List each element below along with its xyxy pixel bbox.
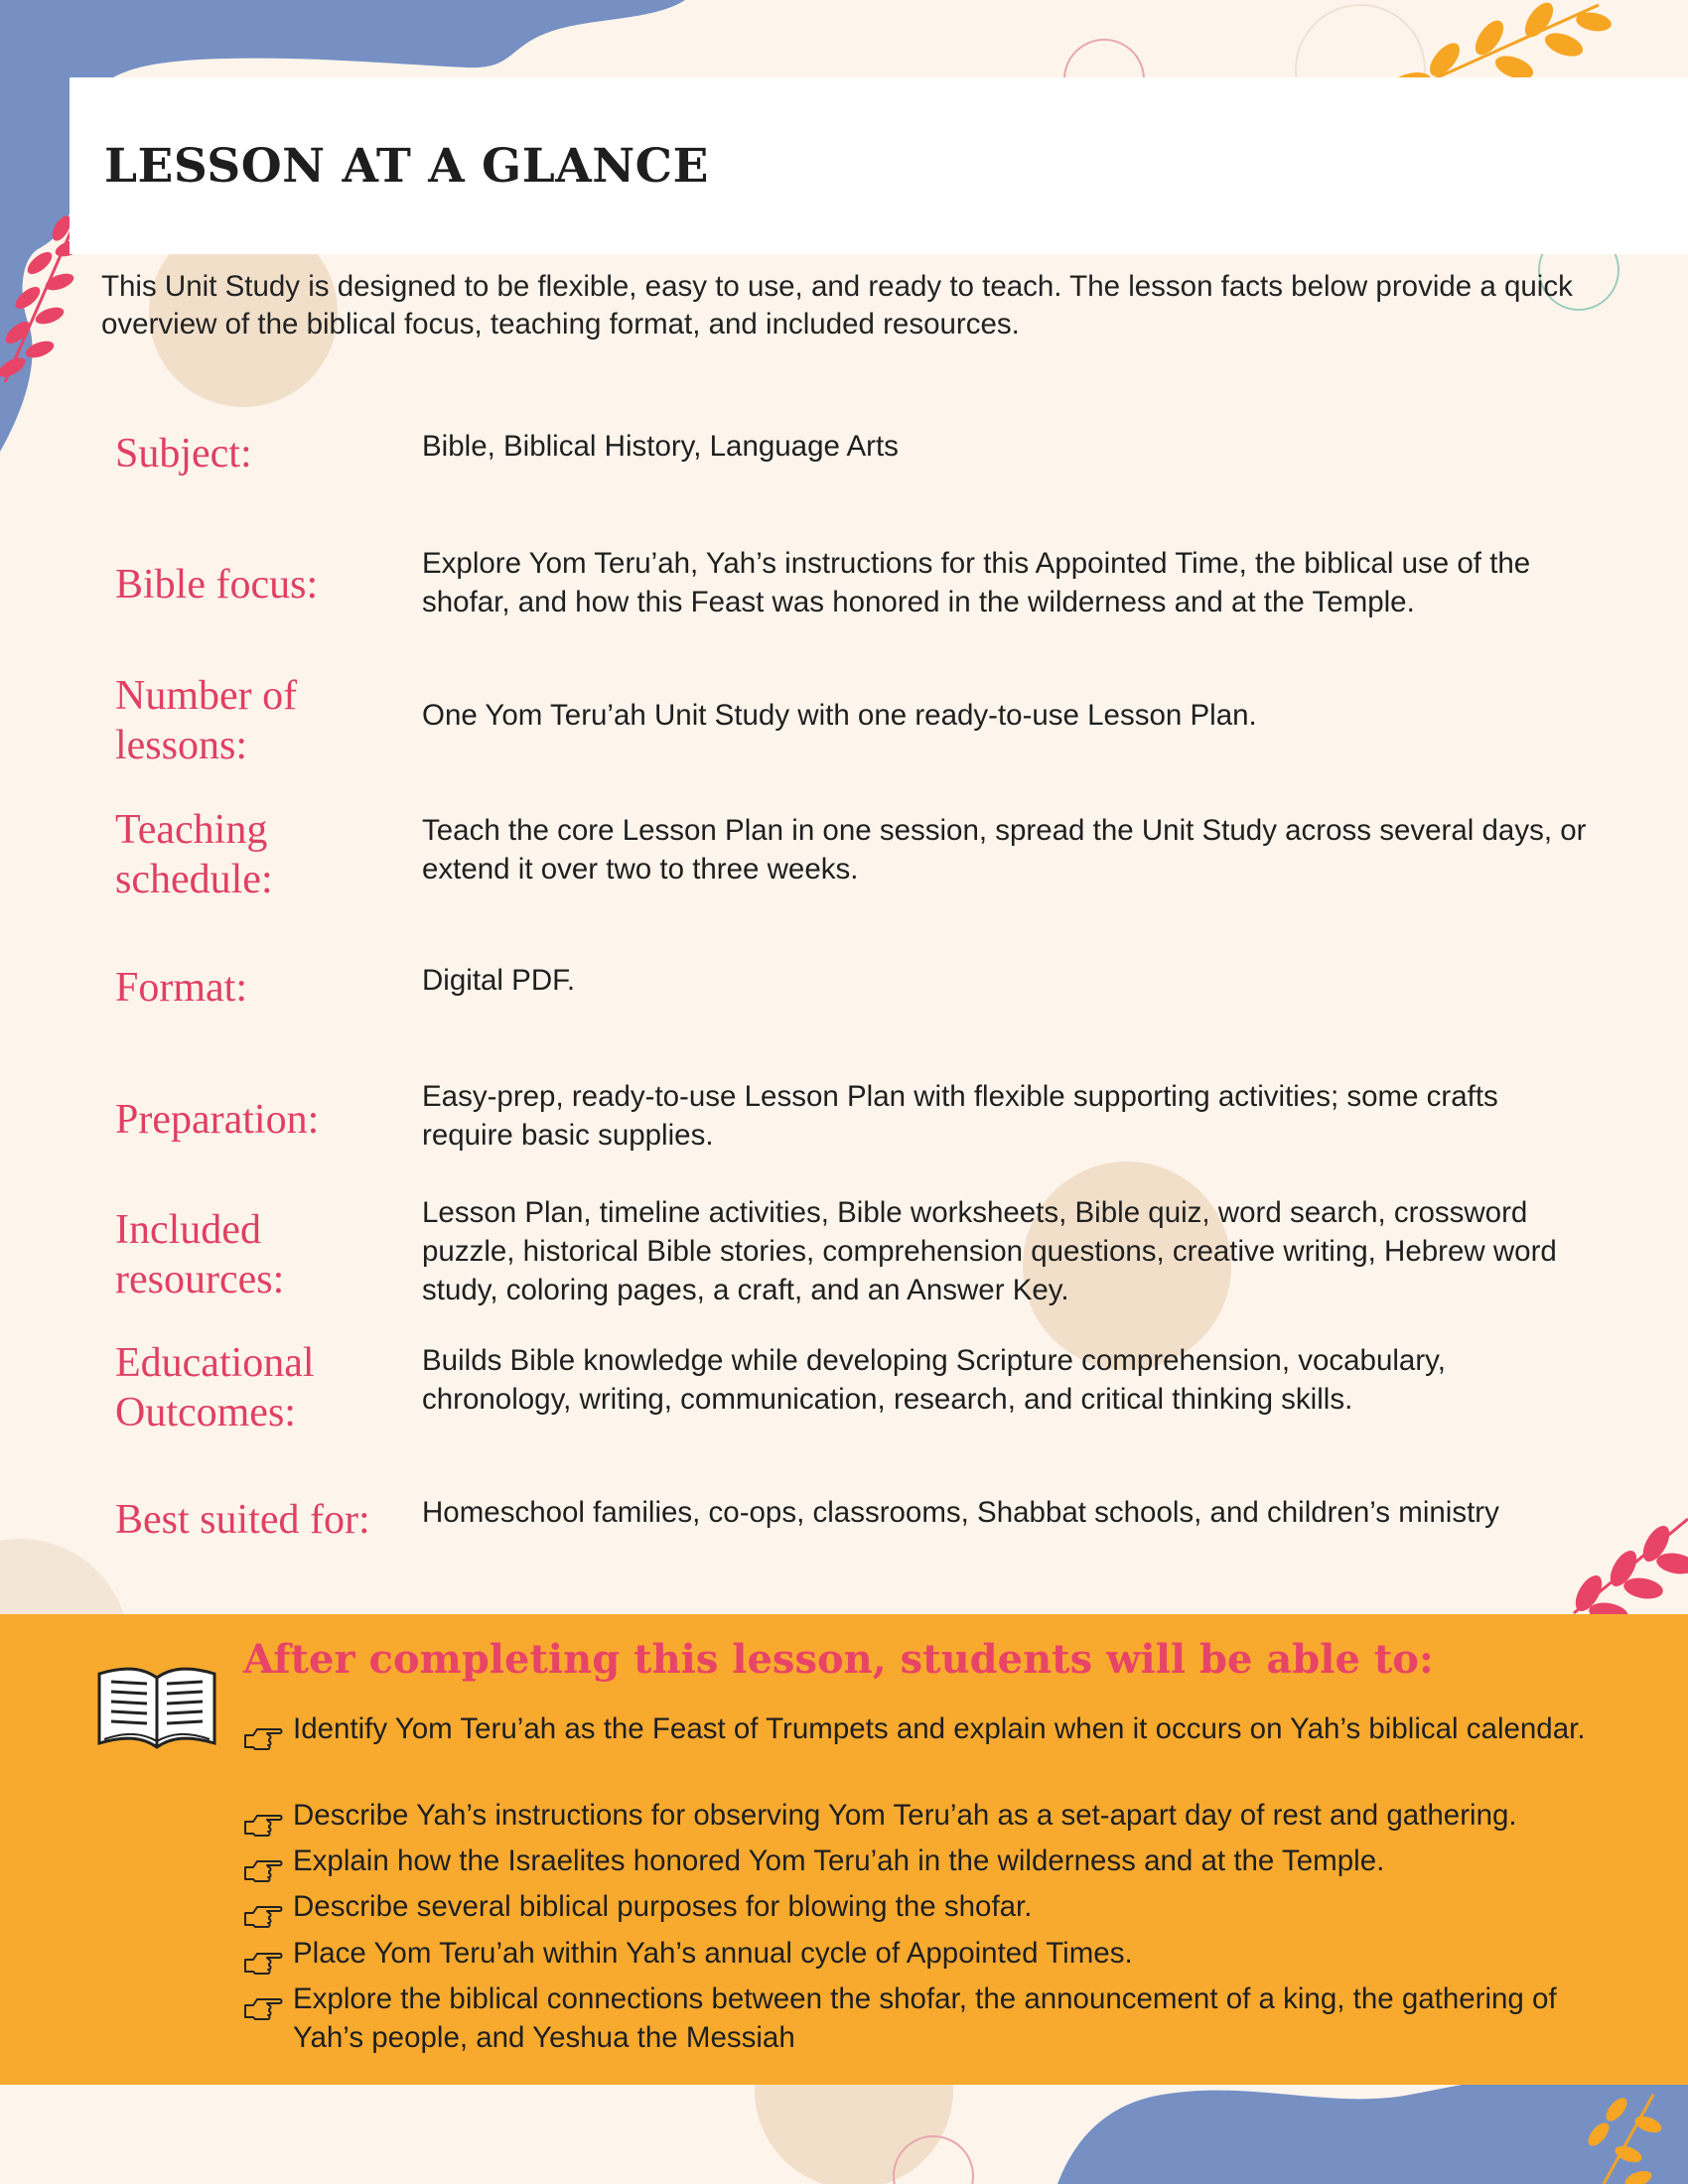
fact-label: Number of lessons: [115,673,298,768]
fact-label: Preparation: [115,1097,320,1143]
intro-paragraph: This Unit Study is designed to be flexible, easy to use, and ready to teach. The lesson facts below provide a quick overview of the biblical focus, teaching format, and included resources. [101,270,1573,341]
outcomes-heading: After completing this lesson, students will be able to: [243,1636,1434,1683]
fact-value: Easy-prep, ready-to-use Lesson Plan with flexible supporting activities; some crafts require basic supplies. [422,1080,1498,1152]
fact-label: Included resources: [115,1207,285,1302]
pointing-hand-icon [243,1722,283,1752]
fact-value: Digital PDF. [422,964,576,997]
fact-label: Best suited for: [115,1497,370,1543]
outcome-text: Identify Yom Teru’ah as the Feast of Trumpets and explain when it occurs on Yah’s biblical calendar. [293,1712,1586,1745]
leaf-branch-icon [1570,1519,1688,1626]
outcome-text: Place Yom Teru’ah within Yah’s annual cycle of Appointed Times. [293,1937,1133,1970]
fact-value: Teach the core Lesson Plan in one session, spread the Unit Study across several days, or extend it over two to three weeks. [422,814,1587,886]
fact-value: One Yom Teru’ah Unit Study with one ready-to-use Lesson Plan. [422,699,1257,732]
outcome-text: Describe Yah’s instructions for observing Yom Teru’ah as a set-apart day of rest and gathering. [293,1799,1517,1832]
blue-blob-bottom-right [1057,2069,1688,2184]
pointing-hand-icon [243,1992,283,2022]
fact-label: Subject: [115,431,252,477]
outcome-text: Describe several biblical purposes for blowing the shofar. [293,1890,1033,1923]
pointing-hand-icon [243,1809,283,1839]
pointing-hand-icon [243,1947,283,1977]
outcome-text: Explore the biblical connections between the shofar, the announcement of a king, the gathering of Yah’s people, and Yeshua the Messiah [293,1982,1557,2054]
fact-value: Bible, Biblical History, Language Arts [422,430,899,463]
fact-label: Teaching schedule: [115,807,273,902]
fact-value: Builds Bible knowledge while developing Scripture comprehension, vocabulary, chronology, writing, communication, research, and critical thinking skills. [422,1344,1446,1416]
fact-label: Bible focus: [115,562,319,608]
fact-label: Format: [115,965,247,1011]
fact-value: Explore Yom Teru’ah, Yah’s instructions for this Appointed Time, the biblical use of the shofar, and how this Feast was honored in the wilderness and at the Temple. [422,547,1531,618]
fact-value: Lesson Plan, timeline activities, Bible worksheets, Bible quiz, word search, crossword puzzle, historical Bible stories, comprehension questions, creative writing, Hebrew word study, coloring pages, a craft, and an Answer Key. [422,1196,1557,1306]
open-book-icon [95,1656,218,1755]
fact-value: Homeschool families, co-ops, classrooms, Shabbat schools, and children’s ministry [422,1496,1499,1529]
page-title: LESSON AT A GLANCE [104,139,709,194]
outcome-text: Explain how the Israelites honored Yom Teru’ah in the wilderness and at the Temple. [293,1844,1385,1877]
pointing-hand-icon [243,1854,283,1884]
pointing-hand-icon [243,1900,283,1930]
fact-label: Educational Outcomes: [115,1340,315,1435]
